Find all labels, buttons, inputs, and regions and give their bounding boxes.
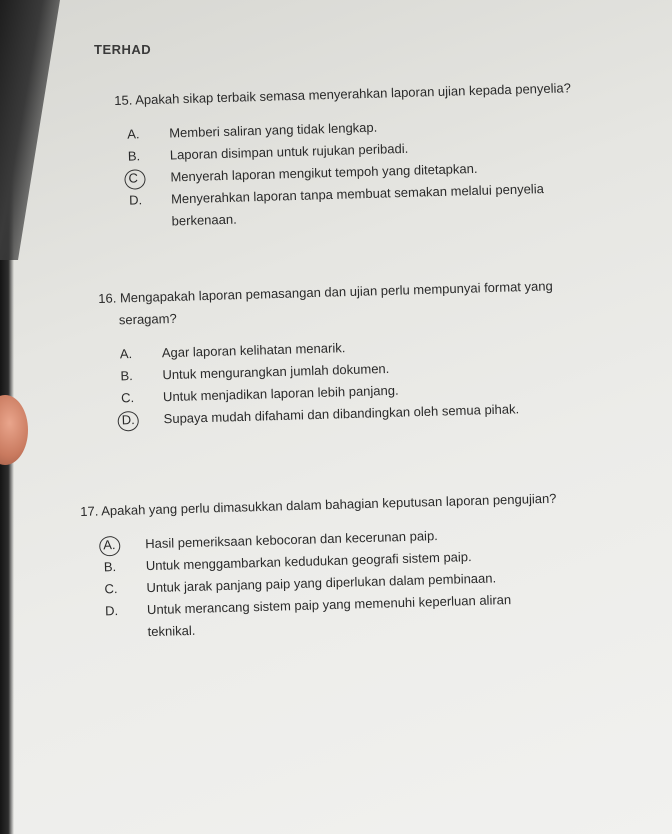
question-15 [114,76,618,234]
option-text-continuation: teknikal. [147,622,196,640]
option-list [120,330,602,431]
option-text: Untuk merancang sistem paip yang memenuhi keperluan aliran [146,592,512,618]
option-letter: B. [103,559,117,575]
option-letter-circled: D. [121,408,164,431]
option-text: Memberi saliran yang tidak lengkap. [169,119,378,141]
option-text-continuation: berkenaan. [171,211,237,229]
option-text: Hasil pemeriksaan kebocoran dan kecerunan paip. [145,528,439,552]
option-letter: A. [119,346,133,362]
option-text: Untuk menggambarkan kedudukan geografi sistem paip. [145,549,472,574]
question-text: 17. Apakah yang perlu dimasukkan dalam bahagian keputusan laporan pengujian? [80,490,557,519]
option-letter-circled: A. [103,533,146,556]
option-letter: C. [104,580,118,597]
option-letter: D. [128,192,143,208]
option-text: Menyerah laporan mengikut tempoh yang ditetapkan. [170,160,478,185]
option-letter: A. [127,126,140,142]
option-text: Untuk menjadikan laporan lebih panjang. [162,382,399,405]
option-text: Agar laporan kelihatan menarik. [161,340,346,361]
finger-image [0,395,28,465]
question-text-continuation: seragam? [118,310,177,328]
classification-header: TERHAD [94,42,152,57]
question-text: 15. Apakah sikap terbaik semasa menyerahkan laporan ujian kepada penyelia? [114,80,572,108]
option-text: Menyerahkan laporan tanpa membuat semakan melalui penyelia [170,181,545,207]
option-letter: D. [104,602,119,619]
option-letter: B. [120,368,133,384]
question-text: 16. Mengapakah laporan pemasangan dan ujian perlu mempunyai format yang [98,278,553,306]
option-list [103,520,624,644]
question-16 [98,274,602,432]
option-letter: C. [120,390,135,406]
photo-shadow [0,0,60,260]
option-letter: B. [127,148,141,164]
option-letter-circled: C [128,166,171,189]
option-text: Untuk jarak panjang paip yang diperlukan dalam pembinaan. [146,570,497,596]
option-text: Untuk mengurangkan jumlah dokumen. [162,360,390,383]
option-text: Laporan disimpan untuk rujukan peribadi. [169,140,409,163]
question-17 [80,486,624,645]
option-text: Supaya mudah difahami dan dibandingkan oleh semua pihak. [163,401,520,427]
option-list [127,110,618,234]
